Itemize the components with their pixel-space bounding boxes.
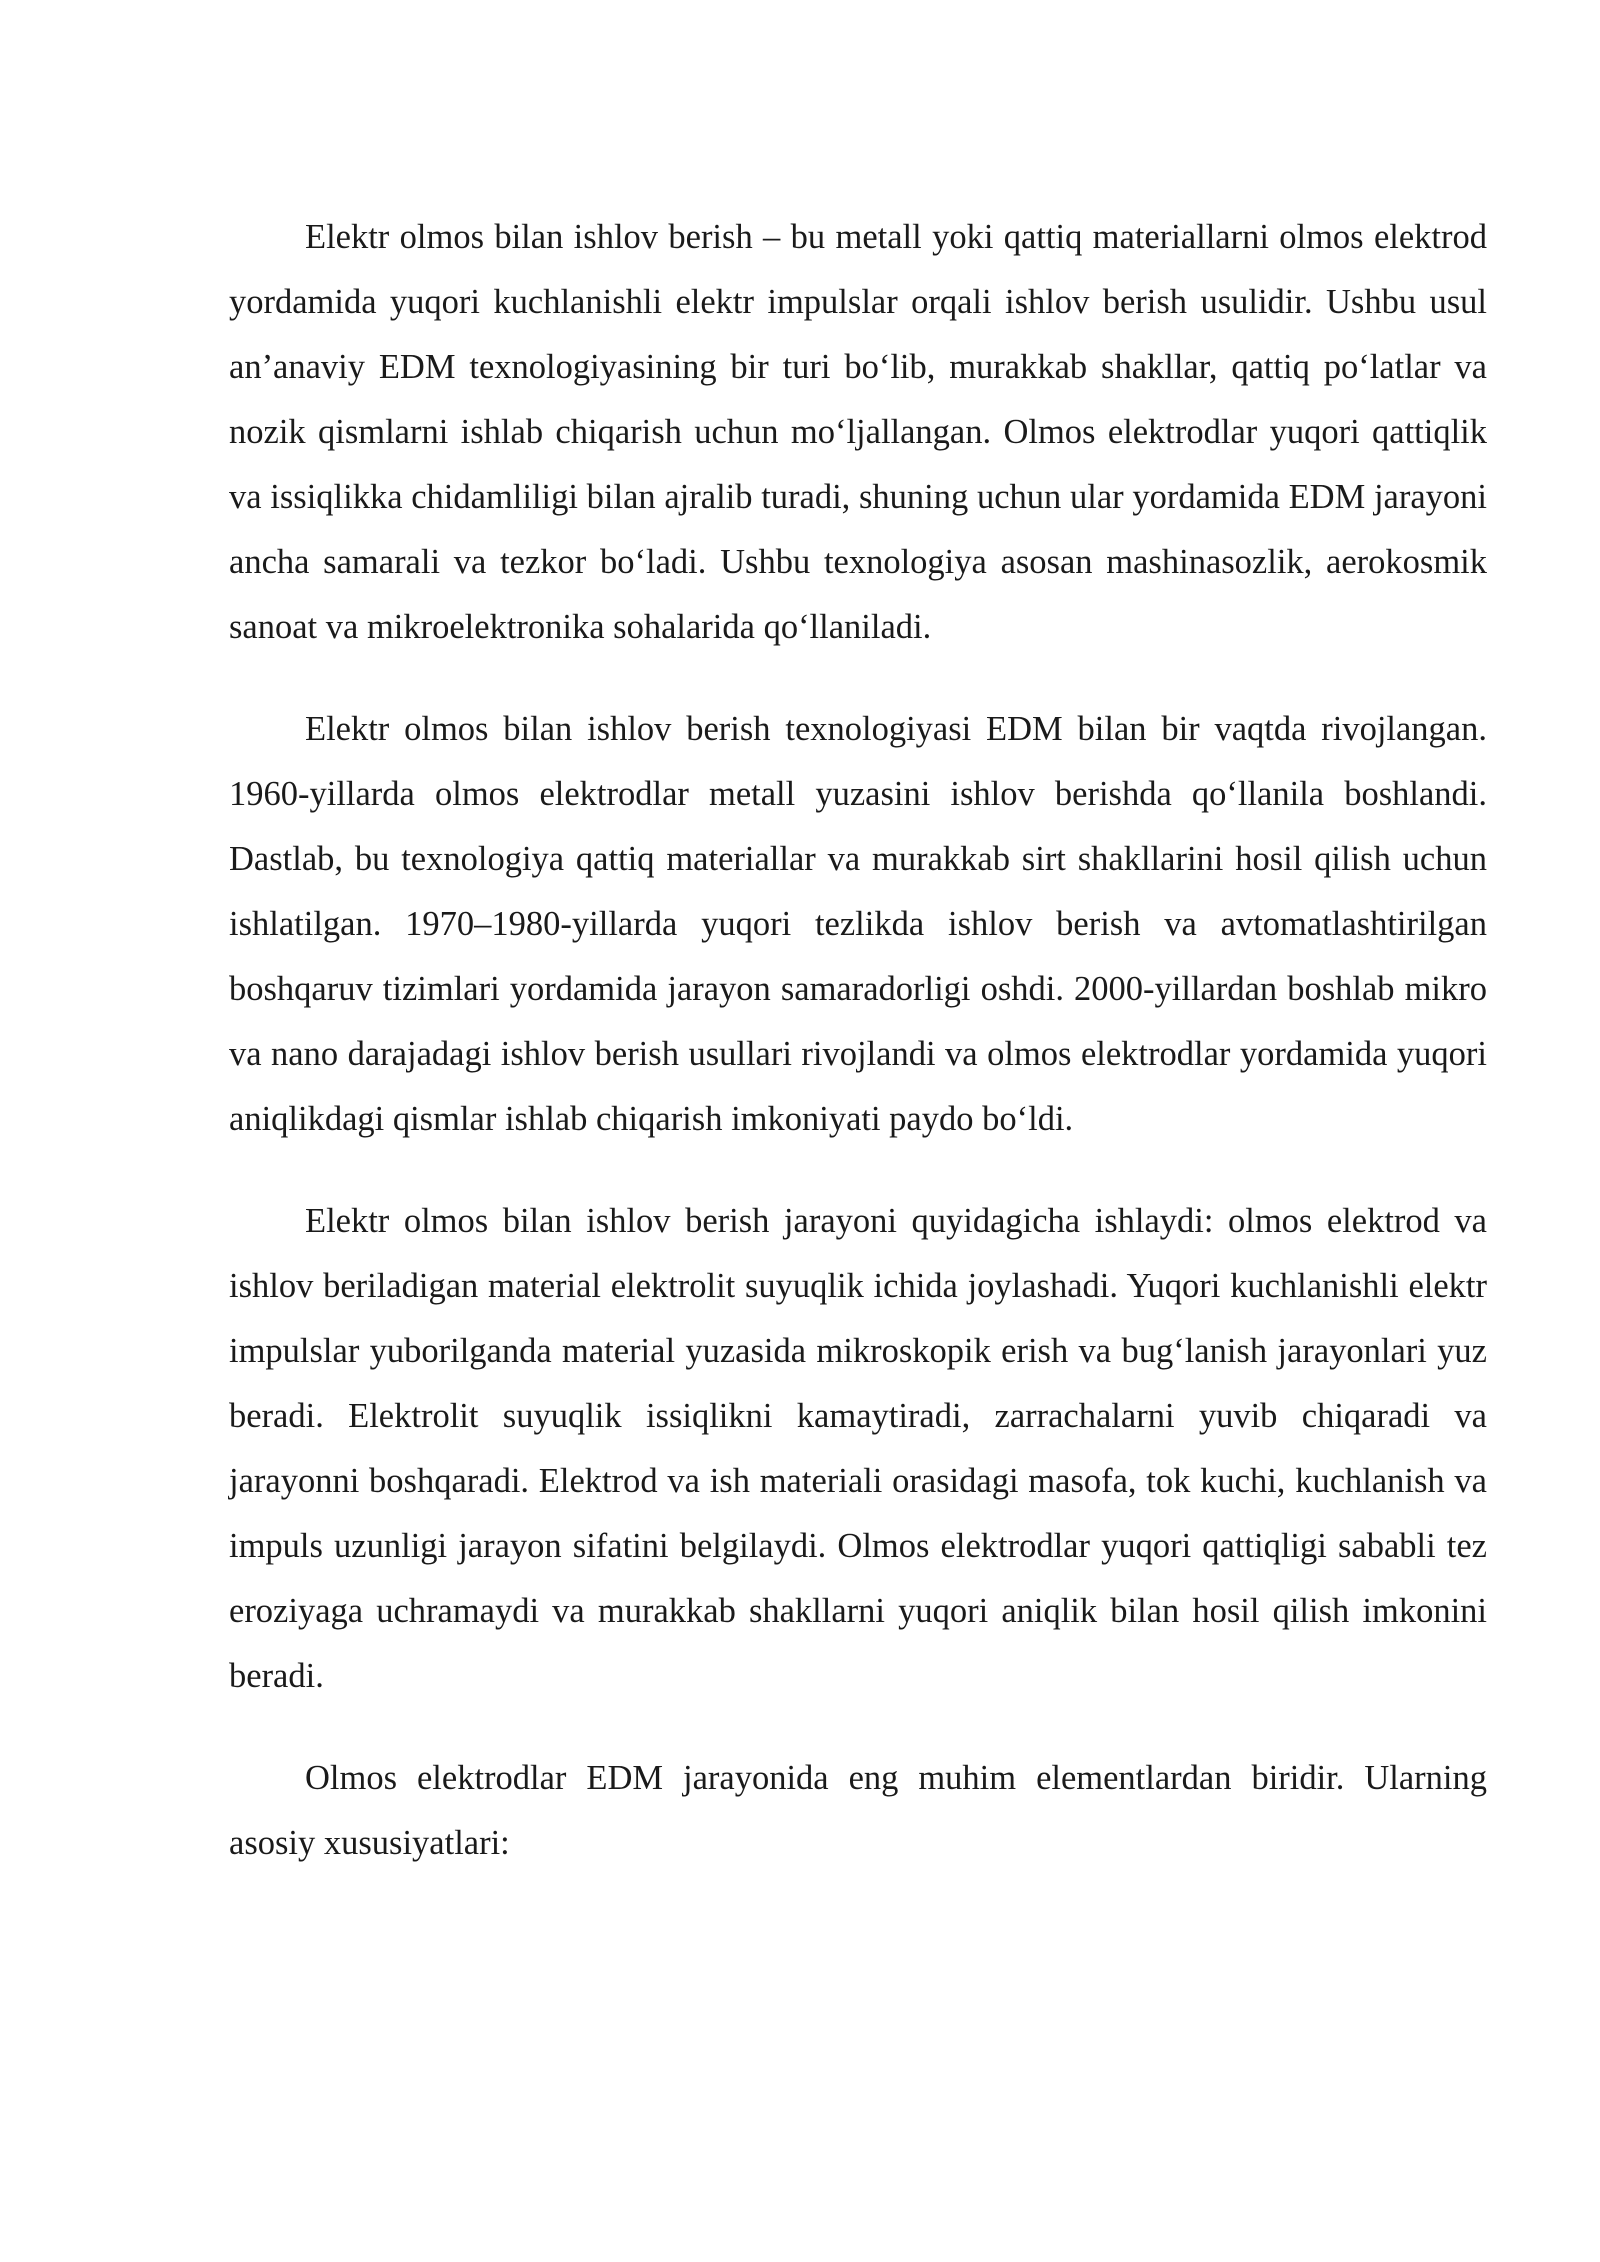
document-body xyxy=(229,205,1487,1913)
paragraph-2: Elektr olmos bilan ishlov berish texnologiyasi EDM bilan bir vaqtda rivojlangan. 1960-yillarda olmos elektrodlar metall yuzasini ishlov berishda qo‘llanila boshlandi. Dastlab, bu texnologiya qattiq materiallar va murakkab sirt shakllarini hosil qilish uchun ishlatilgan. 1970–1980-yillarda yuqori tezlikda ishlov berish va avtomatlashtirilgan boshqaruv tizimlari yordamida jarayon samaradorligi oshdi. 2000-yillardan boshlab mikro va nano darajadagi ishlov berish usullari rivojlandi va olmos elektrodlar yordamida yuqori aniqlikdagi qismlar ishlab chiqarish imkoniyati paydo bo‘ldi. xyxy=(229,710,1487,1138)
paragraph-1: Elektr olmos bilan ishlov berish – bu metall yoki qattiq materiallarni olmos elektrod yordamida yuqori kuchlanishli elektr impulslar orqali ishlov berish usulidir. Ushbu usul an’anaviy EDM texnologiyasining bir turi bo‘lib, murakkab shakllar, qattiq po‘latlar va nozik qismlarni ishlab chiqarish uchun mo‘ljallangan. Olmos elektrodlar yuqori qattiqlik va issiqlikka chidamliligi bilan ajralib turadi, shuning uchun ular yordamida EDM jarayoni ancha samarali va tezkor bo‘ladi. Ushbu texnologiya asosan mashinasozlik, aerokosmik sanoat va mikroelektronika sohalarida qo‘llaniladi. xyxy=(229,218,1487,646)
paragraph-3: Elektr olmos bilan ishlov berish jarayoni quyidagicha ishlaydi: olmos elektrod va ishlov beriladigan material elektrolit suyuqlik ichida joylashadi. Yuqori kuchlanishli elektr impulslar yuborilganda material yuzasida mikroskopik erish va bug‘lanish jarayonlari yuz beradi. Elektrolit suyuqlik issiqlikni kamaytiradi, zarrachalarni yuvib chiqaradi va jarayonni boshqaradi. Elektrod va ish materiali orasidagi masofa, tok kuchi, kuchlanish va impuls uzunligi jarayon sifatini belgilaydi. Olmos elektrodlar yuqori qattiqligi sababli tez eroziyaga uchramaydi va murakkab shakllarni yuqori aniqlik bilan hosil qilish imkonini beradi. xyxy=(229,1202,1487,1695)
paragraph-4: Olmos elektrodlar EDM jarayonida eng muhim elementlardan biridir. Ularning asosiy xususiyatlari: xyxy=(229,1759,1487,1862)
